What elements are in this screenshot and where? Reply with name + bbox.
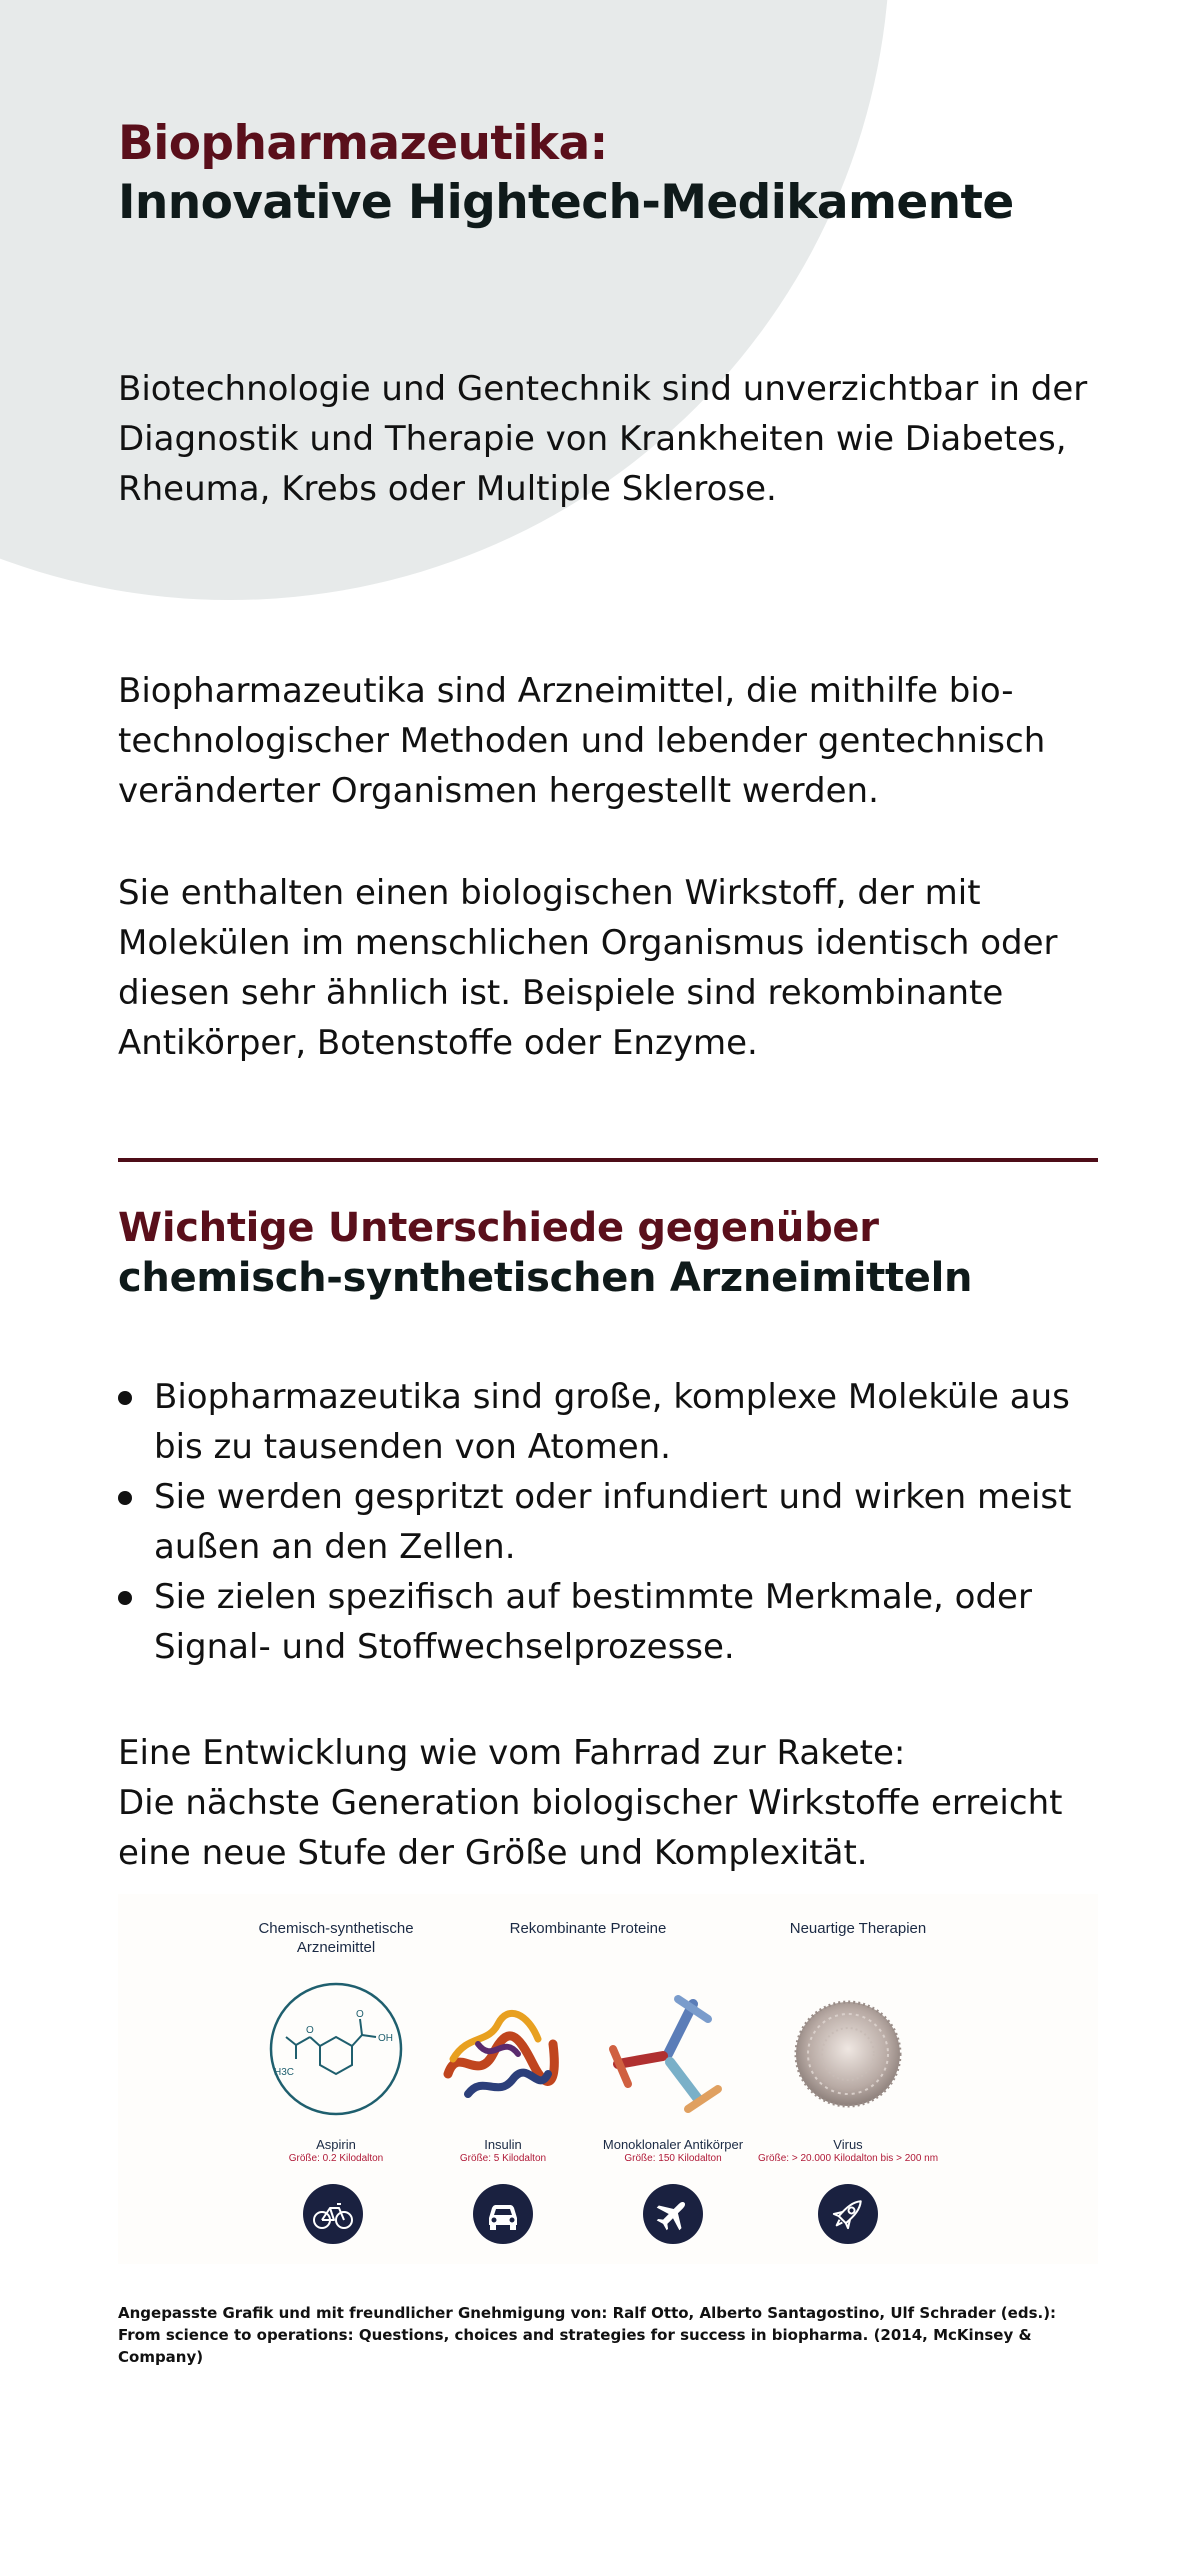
- molecule-label-oh: OH: [378, 2033, 393, 2044]
- development-paragraph: [118, 1728, 1108, 1878]
- bicycle-icon: [303, 2184, 363, 2244]
- differences-list: [118, 1372, 1098, 1672]
- list-item: [118, 1572, 1098, 1672]
- molecule-label-o: O: [356, 2009, 364, 2020]
- list-item: [118, 1372, 1098, 1472]
- item-name-aspirin: Aspirin: [316, 2137, 356, 2152]
- molecule-label-o: O: [306, 2025, 314, 2036]
- section-title-line2: chemisch-synthetischen Arzneimitteln: [118, 1255, 973, 1301]
- intro-paragraph: Biotechnologie und Gentechnik sind unverzichtbar in der Diagnostik und Therapie von Krankheiten wie Diabetes, Rheuma, Krebs oder Multiple Sklerose.: [118, 369, 1088, 509]
- rocket-icon: [818, 2184, 878, 2244]
- item-name-antibody: Monoklonaler Antikörper: [602, 2137, 744, 2152]
- bullet-icon: [118, 1491, 132, 1505]
- insulin-structure-icon: [438, 2004, 568, 2114]
- bullet-icon: [118, 1591, 132, 1605]
- antibody-structure-icon: [598, 1984, 728, 2124]
- aspirin-molecule-icon: [266, 1979, 406, 2119]
- development-line1: Eine Entwicklung wie vom Fahrrad zur Rakete:: [118, 1733, 906, 1773]
- item-name-insulin: Insulin: [484, 2137, 522, 2152]
- list-item: [118, 1472, 1098, 1572]
- car-icon: [473, 2184, 533, 2244]
- figure-category-chemical: Chemisch-synthetische Arzneimittel: [258, 1920, 414, 1956]
- section-title-line1: Wichtige Unterschiede gegenüber: [118, 1205, 879, 1251]
- item-name-virus: Virus: [833, 2137, 863, 2152]
- item-size-insulin: Größe: 5 Kilodalton: [459, 2153, 547, 2164]
- figure-caption: Angepasste Grafik und mit freundlicher Gnehmigung von: Ralf Otto, Alberto Santagostino, Ulf Schrader (eds.): From science to operations: Questions, choices and strategies for success in biopharma. (2014, McKinsey & Company): [118, 2304, 1057, 2366]
- bullet-icon: [118, 1391, 132, 1405]
- list-item-text: Sie werden gespritzt oder infundiert und wirken meist außen an den Zellen.: [154, 1477, 1072, 1567]
- figure-category-novel: Neuartige Therapien: [789, 1920, 927, 1937]
- item-size-aspirin: Größe: 0.2 Kilodalton: [288, 2153, 384, 2164]
- virus-icon: [788, 1994, 908, 2114]
- page-title-line2: Innovative Hightech-Medikamente: [118, 175, 1014, 230]
- list-item-text: Sie zielen spezifisch auf bestimmte Merkmale, oder Signal- und Stoffwechselprozesse.: [154, 1577, 1032, 1667]
- list-item-text: Biopharmazeutika sind große, komplexe Moleküle aus bis zu tausenden von Atomen.: [154, 1377, 1070, 1467]
- comparison-figure: [118, 1894, 1098, 2264]
- definition-paragraph: Biopharmazeutika sind Arzneimittel, die mithilfe bio-technologischer Methoden und lebender gentechnisch veränderter Organismen hergestellt werden.: [118, 671, 1046, 811]
- item-size-antibody: Größe: 150 Kilodalton: [624, 2153, 722, 2164]
- active-substance-paragraph: Sie enthalten einen biologischen Wirkstoff, der mit Molekülen im menschlichen Organismus identisch oder diesen sehr ähnlich ist. Beispiele sind rekombinante Antikörper, Botenstoffe oder Enzyme.: [118, 873, 1058, 1063]
- figure-category-recombinant: Rekombinante Proteine: [509, 1920, 667, 1937]
- airplane-icon: [643, 2184, 703, 2244]
- section-divider: [118, 1158, 1098, 1162]
- page-title-line1: Biopharmazeutika:: [118, 116, 608, 171]
- development-line2: Die nächste Generation biologischer Wirkstoffe erreicht eine neue Stufe der Größe und Komplexität.: [118, 1783, 1063, 1873]
- item-size-virus: Größe: > 20.000 Kilodalton bis > 200 nm: [757, 2153, 939, 2164]
- molecule-label-h3c: H3C: [274, 2067, 295, 2078]
